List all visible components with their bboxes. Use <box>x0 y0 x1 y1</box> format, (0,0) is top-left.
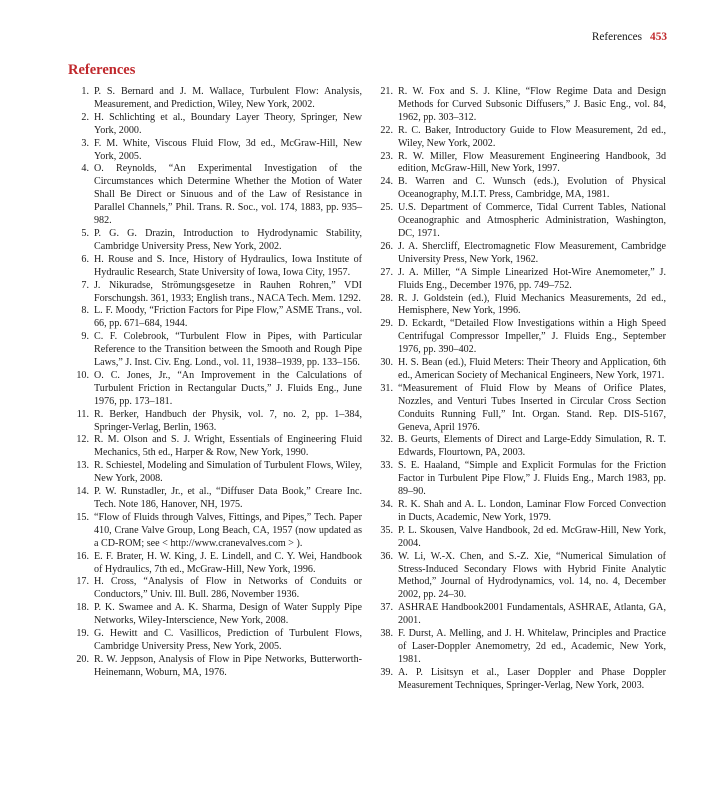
references-right-column <box>376 86 666 693</box>
reference-text: D. Eckardt, “Detailed Flow Investigations within a High Speed Centrifugal Compressor Impeller,” J. Fluids Eng., September 1976, pp. 390–402. <box>398 318 666 356</box>
reference-entry <box>72 138 362 164</box>
reference-entry <box>376 267 666 293</box>
reference-text: O. C. Jones, Jr., “An Improvement in the Calculations of Turbulent Friction in Rectangular Ducts,” J. Fluids Eng., June 1976, pp. 173–181. <box>94 369 362 407</box>
reference-number: 8. <box>81 305 89 317</box>
reference-entry <box>376 151 666 177</box>
reference-text: R. W. Miller, Flow Measurement Engineering Handbook, 3d edition, McGraw-Hill, New York, 1997. <box>398 150 666 175</box>
reference-number: 27. <box>380 266 393 278</box>
reference-text: J. A. Shercliff, Electromagnetic Flow Measurement, Cambridge University Press, New York, 1962. <box>398 240 666 265</box>
reference-text: R. J. Goldstein (ed.), Fluid Mechanics Measurements, 2d ed., Hemisphere, New York, 1996. <box>398 292 666 317</box>
reference-number: 16. <box>76 550 89 562</box>
reference-text: B. Warren and C. Wunsch (eds.), Evolution of Physical Oceanography, M.I.T. Press, Cambridge, MA, 1981. <box>398 176 666 201</box>
reference-text: R. Schiestel, Modeling and Simulation of Turbulent Flows, Wiley, New York, 2008. <box>94 460 362 485</box>
reference-entry <box>376 241 666 267</box>
reference-number: 20. <box>76 653 89 665</box>
reference-entry <box>376 86 666 125</box>
reference-entry <box>72 434 362 460</box>
reference-number: 24. <box>380 176 393 188</box>
reference-number: 17. <box>76 576 89 588</box>
reference-entry <box>72 228 362 254</box>
reference-number: 33. <box>380 460 393 472</box>
reference-text: P. G. G. Drazin, Introduction to Hydrodynamic Stability, Cambridge University Press, New York, 2002. <box>94 227 362 252</box>
reference-number: 12. <box>76 434 89 446</box>
reference-entry <box>376 202 666 241</box>
reference-number: 25. <box>380 202 393 214</box>
reference-entry <box>72 409 362 435</box>
reference-text: J. A. Miller, “A Simple Linearized Hot-Wire Anemometer,” J. Fluids Eng., December 1976, pp. 749–752. <box>398 266 666 291</box>
reference-number: 26. <box>380 240 393 252</box>
reference-text: W. Li, W.-X. Chen, and S.-Z. Xie, “Numerical Simulation of Stress-Induced Secondary Flows with Hybrid Finite Analytic Method,” Journal of Hydrodynamics, vol. 14, no. 4, December 2002, pp. 24–30. <box>398 550 666 601</box>
reference-entry <box>72 486 362 512</box>
reference-number: 29. <box>380 318 393 330</box>
reference-entry <box>72 280 362 306</box>
reference-entry <box>376 383 666 435</box>
reference-number: 1. <box>81 86 89 97</box>
reference-number: 4. <box>81 163 89 175</box>
reference-text: E. F. Brater, H. W. King, J. E. Lindell, and C. Y. Wei, Handbook of Hydraulics, 7th ed., McGraw-Hill, New York, 1996. <box>94 550 362 575</box>
reference-entry <box>72 628 362 654</box>
reference-entry <box>376 460 666 499</box>
reference-number: 38. <box>380 628 393 640</box>
reference-entry <box>376 125 666 151</box>
reference-entry <box>72 512 362 551</box>
page-number: 453 <box>650 31 667 43</box>
reference-text: F. M. White, Viscous Fluid Flow, 3d ed., McGraw-Hill, New York, 2005. <box>94 137 362 162</box>
reference-text: R. W. Jeppson, Analysis of Flow in Pipe Networks, Butterworth-Heinemann, Woburn, MA, 1976. <box>94 653 362 678</box>
reference-text: H. Rouse and S. Ince, History of Hydraulics, Iowa Institute of Hydraulic Research, State University of Iowa, Iowa City, 1957. <box>94 253 362 278</box>
reference-number: 37. <box>380 602 393 614</box>
reference-text: R. Berker, Handbuch der Physik, vol. 7, no. 2, pp. 1–384, Springer-Verlag, Berlin, 1963. <box>94 408 362 433</box>
reference-text: R. C. Baker, Introductory Guide to Flow Measurement, 2d ed., Wiley, New York, 2002. <box>398 124 666 149</box>
reference-number: 32. <box>380 434 393 446</box>
reference-entry <box>376 628 666 667</box>
reference-text: H. S. Bean (ed.), Fluid Meters: Their Theory and Application, 6th ed., American Society of Mechanical Engineers, New York, 1971. <box>398 357 666 381</box>
reference-text: R. K. Shah and A. L. London, Laminar Flow Forced Convection in Ducts, Academic, New York, 1979. <box>398 499 666 523</box>
reference-text: H. Cross, “Analysis of Flow in Networks of Conduits or Conductors,” Univ. Ill. Bull. 286, November 1936. <box>94 576 362 601</box>
reference-text: S. E. Haaland, “Simple and Explicit Formulas for the Friction Factor in Turbulent Pipe Flow,” J. Fluids Eng., March 1983, pp. 89–90. <box>398 460 666 498</box>
reference-entry <box>376 176 666 202</box>
reference-text: ASHRAE Handbook2001 Fundamentals, ASHRAE, Atlanta, GA, 2001. <box>398 602 666 627</box>
reference-number: 31. <box>380 382 393 394</box>
reference-number: 21. <box>380 86 393 97</box>
reference-number: 39. <box>380 666 393 678</box>
reference-text: “Measurement of Fluid Flow by Means of Orifice Plates, Nozzles, and Venturi Tubes Inserted in Circular Cross Section Conduits Running Full,” Int. Organ. Stand. Rep. DIS-5167, Geneva, April 1976. <box>398 382 666 433</box>
reference-text: J. Nikuradse, Strömungsgesetze in Rauhen Rohren,” VDI Forschungsh. 361, 1933; English trans., NACA Tech. Mem. 1292. <box>94 279 362 304</box>
reference-number: 30. <box>380 357 393 369</box>
reference-number: 5. <box>81 227 89 239</box>
reference-text: L. F. Moody, “Friction Factors for Pipe Flow,” ASME Trans., vol. 66, pp. 671–684, 1944. <box>94 305 362 330</box>
reference-number: 7. <box>81 279 89 291</box>
reference-text: P. S. Bernard and J. M. Wallace, Turbulent Flow: Analysis, Measurement, and Prediction, Wiley, New York, 2002. <box>94 86 362 110</box>
reference-number: 11. <box>76 408 89 420</box>
reference-number: 18. <box>76 602 89 614</box>
reference-entry <box>376 318 666 357</box>
reference-number: 36. <box>380 550 393 562</box>
reference-number: 9. <box>81 331 89 343</box>
running-title: References <box>591 31 643 43</box>
reference-text: R. M. Olson and S. J. Wright, Essentials of Engineering Fluid Mechanics, 5th ed., Harper & Row, New York, 1990. <box>94 434 362 459</box>
references-left-column <box>72 86 362 680</box>
reference-text: “Flow of Fluids through Valves, Fittings, and Pipes,” Tech. Paper 410, Crane Valve Group, Long Beach, CA, 1957 (now updated as a CD-ROM; see < http://www.cranevalves.com > ). <box>94 511 362 549</box>
reference-entry <box>72 331 362 370</box>
reference-entry <box>72 460 362 486</box>
reference-number: 10. <box>76 369 89 381</box>
reference-text: F. Durst, A. Melling, and J. H. Whitelaw, Principles and Practice of Laser-Doppler Anemometry, 2d ed., Academic, New York, 1981. <box>398 628 666 665</box>
reference-entry <box>72 654 362 680</box>
reference-entry <box>376 293 666 319</box>
reference-number: 13. <box>76 460 89 472</box>
reference-text: U.S. Department of Commerce, Tidal Current Tables, National Oceanographic and Atmospheric Administration, Washington, DC, 1971. <box>398 202 666 239</box>
reference-entry <box>72 370 362 409</box>
reference-number: 2. <box>81 111 89 123</box>
reference-entry <box>376 551 666 603</box>
reference-number: 3. <box>81 137 89 149</box>
reference-entry <box>376 357 666 383</box>
reference-number: 14. <box>76 486 89 498</box>
running-header <box>0 30 667 44</box>
reference-entry <box>72 602 362 628</box>
reference-entry <box>376 667 666 693</box>
reference-text: H. Schlichting et al., Boundary Layer Theory, Springer, New York, 2000. <box>94 111 362 136</box>
reference-entry <box>72 305 362 331</box>
reference-number: 6. <box>81 253 89 265</box>
reference-text: A. P. Lisitsyn et al., Laser Doppler and Phase Doppler Measurement Techniques, Springer-Verlag, New York, 2003. <box>398 666 666 691</box>
reference-number: 22. <box>380 124 393 136</box>
reference-number: 15. <box>76 511 89 523</box>
reference-number: 34. <box>380 499 393 510</box>
section-title: References <box>68 62 136 78</box>
reference-entry <box>72 163 362 228</box>
reference-text: P. W. Runstadler, Jr., et al., “Diffuser Data Book,” Creare Inc. Tech. Note 186, Hanover, NH, 1975. <box>94 486 362 510</box>
reference-text: C. F. Colebrook, “Turbulent Flow in Pipes, with Particular Reference to the Transition between the Smooth and Rough Pipe Laws,” J. Inst. Civ. Eng. Lond., vol. 11, 1938–1939, pp. 133–156. <box>94 331 362 369</box>
reference-text: P. K. Swamee and A. K. Sharma, Design of Water Supply Pipe Networks, Wiley-Interscience, New York, 2008. <box>94 602 362 627</box>
reference-number: 23. <box>380 150 393 162</box>
reference-entry <box>376 525 666 551</box>
reference-entry <box>72 254 362 280</box>
reference-entry <box>376 434 666 460</box>
reference-entry <box>72 86 362 112</box>
reference-number: 35. <box>380 524 393 536</box>
reference-text: B. Geurts, Elements of Direct and Large-Eddy Simulation, R. T. Edwards, Flourtown, PA, 2003. <box>398 434 666 459</box>
reference-entry <box>376 602 666 628</box>
reference-number: 28. <box>380 292 393 304</box>
reference-entry <box>72 576 362 602</box>
reference-text: P. L. Skousen, Valve Handbook, 2d ed. McGraw-Hill, New York, 2004. <box>398 524 666 549</box>
reference-text: R. W. Fox and S. J. Kline, “Flow Regime Data and Design Methods for Curved Subsonic Diffusers,” J. Basic Eng., vol. 84, 1962, pp. 303–312. <box>398 86 666 123</box>
reference-text: G. Hewitt and C. Vasillicos, Prediction of Turbulent Flows, Cambridge University Press, New York, 2005. <box>94 628 362 652</box>
reference-entry <box>376 499 666 525</box>
reference-entry <box>72 112 362 138</box>
reference-text: O. Reynolds, “An Experimental Investigation of the Circumstances which Determine Whether the Motion of Water Shall Be Direct or Sinuous and of the Law of Resistance in Parallel Channels,” Phil. Trans. R. Soc., vol. 174, 1883, pp. 935–982. <box>94 163 362 227</box>
reference-entry <box>72 551 362 577</box>
reference-number: 19. <box>76 628 89 640</box>
